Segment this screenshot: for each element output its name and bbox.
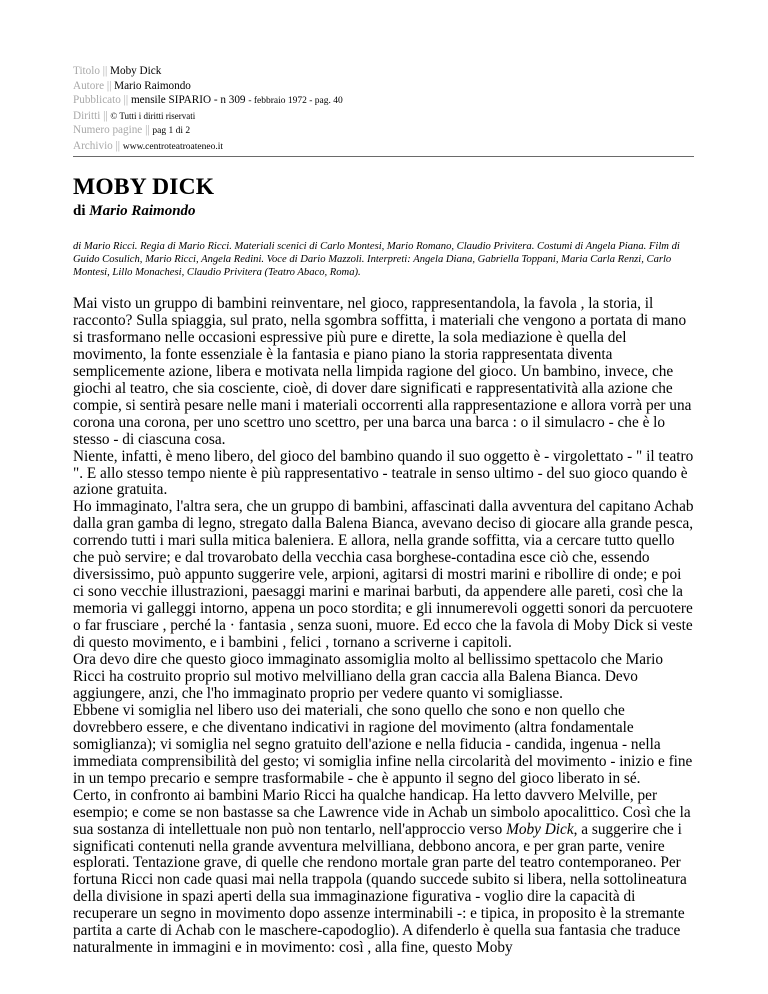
meta-pubblicato-extra: - febbraio 1972 - pag. 40: [248, 96, 343, 106]
meta-numero-pagine-value: pag 1 di 2: [152, 126, 191, 136]
meta-diritti-link[interactable]: Diritti ||: [73, 109, 108, 122]
byline-author: Mario Raimondo: [89, 203, 196, 219]
meta-pubblicato-link[interactable]: Pubblicato ||: [73, 94, 129, 106]
header-divider: [73, 156, 694, 157]
document-page: [73, 64, 694, 957]
meta-diritti-value: © Tutti i diritti riservati: [110, 110, 196, 121]
article-title: MOBY DICK: [73, 174, 215, 200]
meta-autore: [73, 79, 694, 94]
meta-archivio-value: www.centroteatroateneo.it: [122, 141, 223, 152]
metadata-block: [73, 64, 694, 154]
meta-pubblicato: [73, 93, 694, 109]
article-byline: [73, 202, 694, 220]
byline-prefix: di: [73, 203, 86, 219]
article-body: [73, 296, 694, 957]
meta-autore-link[interactable]: Autore ||: [73, 79, 112, 92]
meta-numero-pagine: [73, 123, 694, 139]
body-paragraph: Ho immaginato, l'altra sera, che un gruppo di bambini, affascinati dalla avventura del capitano Achab dalla gran gamba di legno, stregato dalla Balena Bianca, avevano deciso di giocare alla grande pesca, correndo tutti i mari sulla mitica baleniera. E allora, nella grande soffitta, via a cercare tutto quello che può servire; e dal trovarobato della vecchia casa borghese-contadina esce ciò che, essendo diversissimo, può appunto suggerire vele, arpioni, agitarsi di mostri marini e ribollire di onde; e poi ci sono vecchie illustrazioni, paesaggi marini e marinai barbuti, da appendere alle pareti, così che la memoria vi galleggi intorno, appena un poco stordita; e gli innumerevoli oggetti sonori da percuotere o far frusciare , perché la · fantasia , senza suoni, muore. Ed ecco che la favola di Moby Dick si veste di questo movimento, e i bambini , felici , tornano a scriverne i capitoli.: [73, 498, 694, 652]
body-paragraph: Certo, in confronto ai bambini Mario Ricci ha qualche handicap. Ha letto davvero Melville, per esempio; e come se non bastasse sa che Lawrence vide in Achab un simbolo apocalittico. Così che la sua sostanza di intellettuale non può non tentarlo, nell'approccio verso Moby Dick, a suggerire che i significati contenuti nella grande avventura melvilliana, debbono ancora, e per gran parte, venire esplorati. Tentazione grave, di quelle che rendono mortale gran parte del teatro contemporaneo. Per fortuna Ricci non cade quasi mai nella trappola (quando succede subito si libera, nella sottolineatura della divisione in spazi aperti della sua immaginazione figurativa - voglio dire la capacità di recuperare un segno in movimento dopo assenze interminabili -: e tipica, in proposito è la stremante partita a carte di Achab con le maschere-capodoglio). A difenderlo è quella sua fantasia che traduce naturalmente in immagini e in movimento: così , alla fine, questo Moby: [73, 786, 691, 957]
meta-numero-pagine-link[interactable]: Numero pagine ||: [73, 124, 150, 136]
meta-diritti: [73, 109, 694, 124]
meta-titolo-value: Moby Dick: [110, 65, 162, 77]
body-paragraph: Mai visto un gruppo di bambini reinventare, nel gioco, rappresentandola, la favola , la storia, il racconto? Sulla spiaggia, sul prato, nella sgombra soffitta, i materiali che vengono a portata di mano si trasformano nelle occasioni espressive più pure e dirette, la sola mediazione è quella del movimento, la fonte essenziale è la fantasia e piano piano la storia rappresentata diventa semplicemente azione, libera e motivata nella limpida ragione del gioco. Un bambino, invece, che giochi al teatro, che sia cosciente, cioè, di dover dare significati e rappresentatività alla azione che compie, si sentirà pesare nelle mani i materiali occorrenti alla rappresentazione e allora vorrà per una corona una corona, per uno scettro uno scettro, per una barca una barca : o il simulacro - che è lo stesso - di ciascuna cosa.: [73, 295, 692, 448]
meta-pubblicato-value: mensile SIPARIO - n 309: [130, 94, 246, 106]
body-paragraph: Ora devo dire che questo gioco immaginato assomiglia molto al bellissimo spettacolo che Mario Ricci ha costruito proprio sul motivo melvilliano della gran caccia alla Balena Bianca. Devo aggiungere, anzi, che l'ho immaginato proprio per vedere quanto vi somigliasse.: [73, 651, 664, 702]
meta-archivio-link[interactable]: Archivio ||: [73, 139, 121, 152]
body-paragraph: Niente, infatti, è meno libero, del gioco del bambino quando il suo oggetto è - virgolettato - " il teatro ". E allo stesso tempo niente è più rappresentativo - teatrale in senso ultimo - del suo gioco quando è azione gratuita.: [73, 447, 694, 499]
meta-titolo-link[interactable]: Titolo ||: [73, 65, 108, 77]
meta-titolo: [73, 64, 694, 79]
production-credits: di Mario Ricci. Regia di Mario Ricci. Materiali scenici di Carlo Montesi, Mario Romano, Claudio Privitera. Costumi di Angela Piana. Film di Guido Cosulich, Mario Ricci, Angela Redini. Voce di Dario Mazzoli. Interpreti: Angela Diana, Gabriella Toppani, Maria Carla Renzi, Carlo Montesi, Lillo Monachesi, Claudio Privitera (Teatro Abaco, Roma).: [73, 241, 680, 278]
meta-archivio: [73, 139, 694, 155]
body-paragraph: Ebbene vi somiglia nel libero uso dei materiali, che sono quello che sono e non quello che dovrebbero essere, e che diventano indicativi in ragione del movimento (altra fondamentale somiglianza); vi somiglia nel segno gratuito dell'azione e nella fiducia - candida, ingenua - nella immediata comprensibilità del gesto; vi somiglia infine nella circolarità del movimento - inizio e fine in un tempo precario e sempre trasformabile - che è appunto il segno del gioco liberato in sé.: [73, 701, 693, 787]
meta-autore-value: Mario Raimondo: [114, 79, 191, 92]
